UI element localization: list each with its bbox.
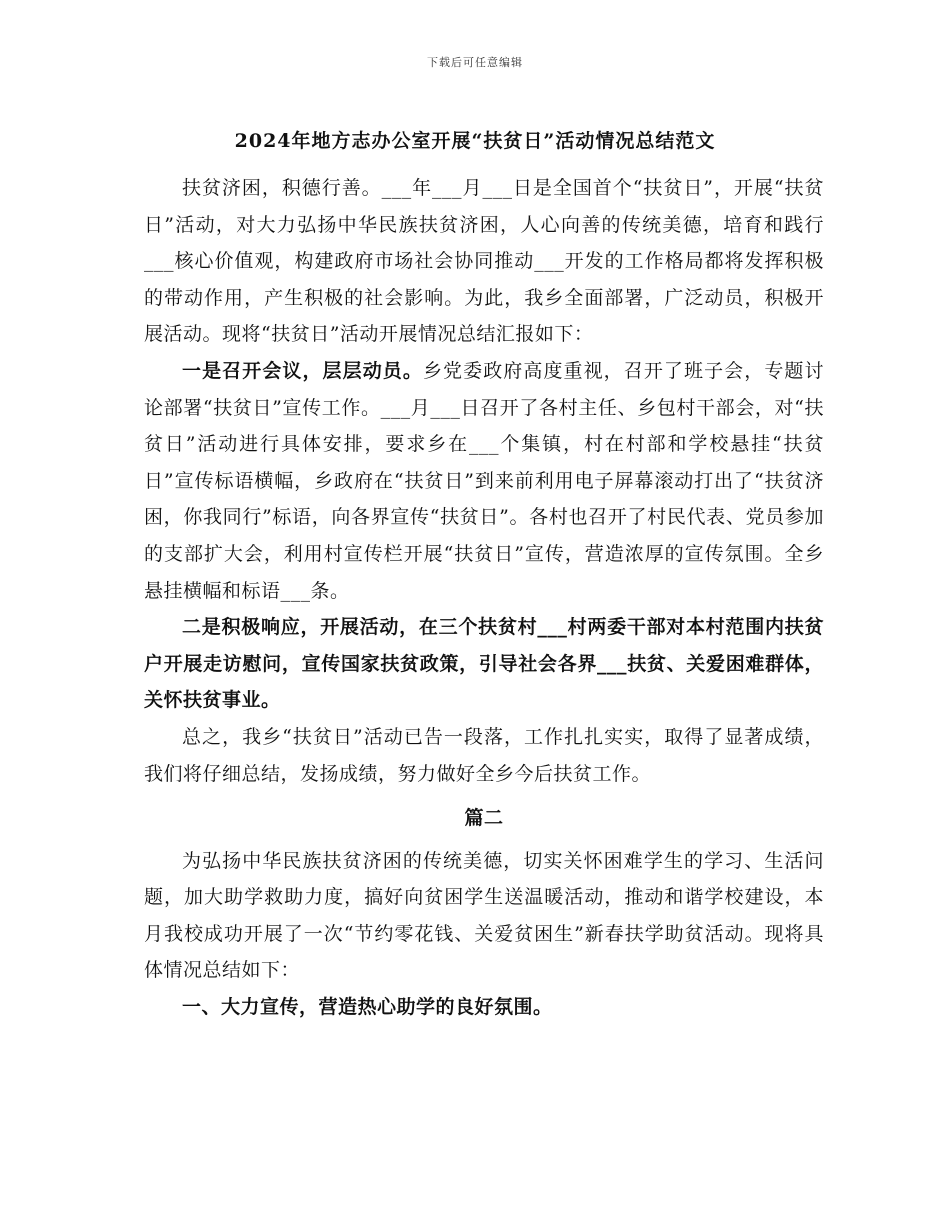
- header-note: 下载后可任意编辑: [427, 56, 523, 69]
- point-one-body: 乡党委政府高度重视，召开了班子会，专题讨论部署“扶贫日”宣传工作。___月___日召开了各村主任、乡包村干部会，对“扶贫日”活动进行具体安排，要求乡在___个集镇，村在村部和学校悬挂“扶贫日”宣传标语横幅，乡政府在“扶贫日”到来前利用电子屏幕滚动打出了“扶贫济困，你我同行”标语，向各界宣传“扶贫日”。各村也召开了村民代表、党员参加的支部扩大会，利用村宣传栏开展“扶贫日”宣传，营造浓厚的宣传氛围。全乡悬挂横幅和标语___条。: [144, 359, 824, 602]
- document-title: 2024年地方志办公室开展“扶贫日”活动情况总结范文: [234, 130, 716, 152]
- subheading-publicity: 一、大力宣传，营造热心助学的良好氛围。: [182, 996, 553, 1019]
- point-one-lead: 一是召开会议，层层动员。: [182, 359, 423, 382]
- paragraph-point-two: 二是积极响应，开展活动，在三个扶贫村___村两委干部对本村范围内扶贫户开展走访慰问，宣传国家扶贫政策，引导社会各界___扶贫、关爱困难群体，关怀扶贫事业。: [144, 616, 824, 712]
- paragraph-section-two-intro: 为弘扬中华民族扶贫济困的传统美德，切实关怀困难学生的学习、生活问题，加大助学救助力度，搞好向贫困学生送温暖活动，推动和谐学校建设，本月我校成功开展了一次“节约零花钱、关爱贫困生”新春扶学助贫活动。现将具体情况总结如下：: [144, 849, 824, 982]
- paragraph-conclusion: 总之，我乡“扶贫日”活动已告一段落，工作扎扎实实，取得了显著成绩，我们将仔细总结，发扬成绩，努力做好全乡今后扶贫工作。: [144, 725, 824, 785]
- document-body: [144, 170, 824, 1026]
- section-two-heading: 篇二: [464, 807, 504, 830]
- paragraph-intro: 扶贫济困，积德行善。___年___月___日是全国首个“扶贫日”，开展“扶贫日”活动，对大力弘扬中华民族扶贫济困，人心向善的传统美德，培育和践行___核心价值观，构建政府市场社会协同推动___开发的工作格局都将发挥积极的带动作用，产生积极的社会影响。为此，我乡全面部署，广泛动员，积极开展活动。现将“扶贫日”活动开展情况总结汇报如下：: [144, 177, 824, 346]
- paragraph-point-one: [144, 353, 824, 609]
